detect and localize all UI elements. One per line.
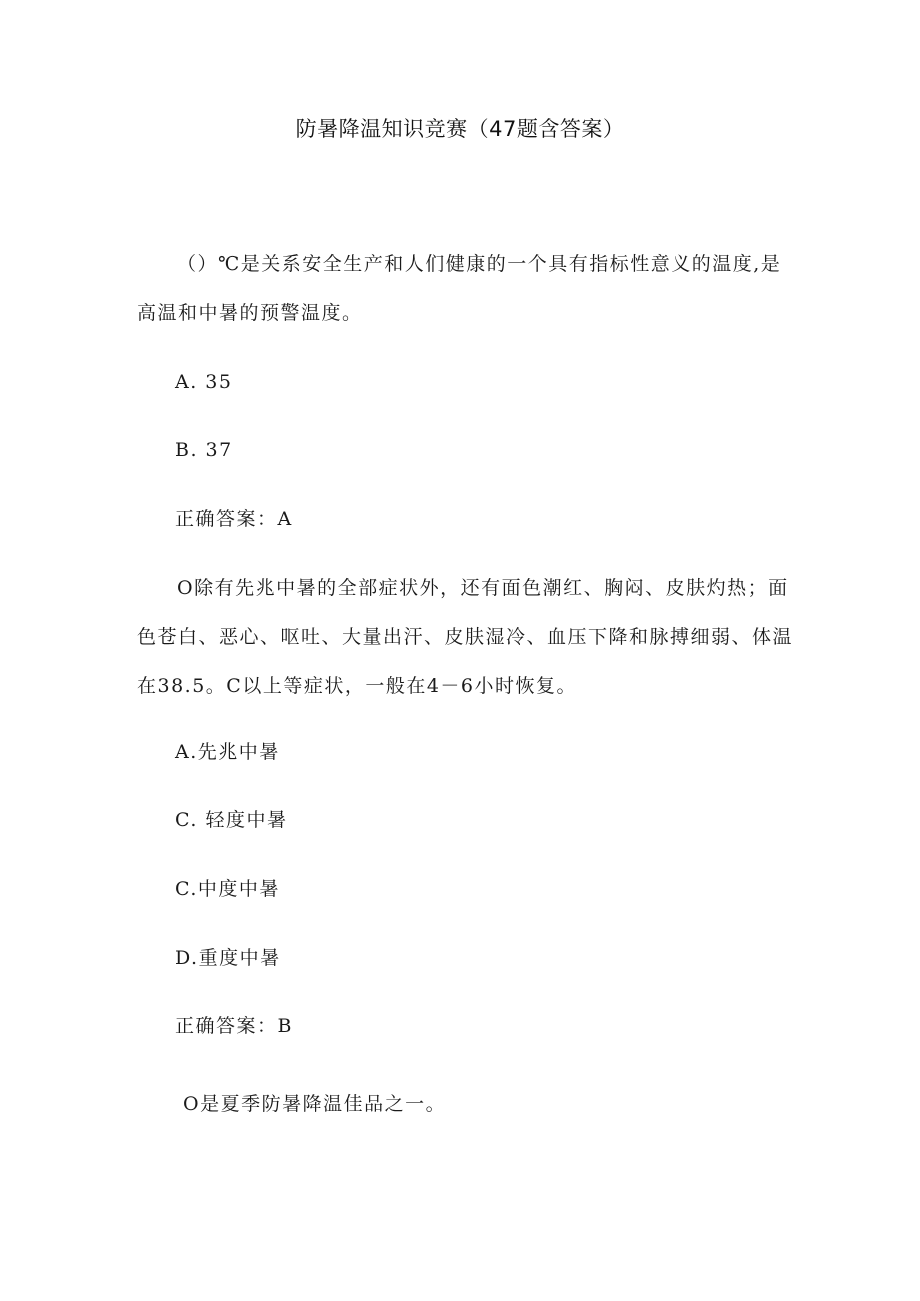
- question-stem-line: 高温和中暑的预警温度。: [137, 302, 363, 324]
- question-stem-line: 在38.5。C以上等症状，一般在4－6小时恢复。: [137, 675, 578, 697]
- question-1-stem: [137, 240, 797, 338]
- document-title: 防暑降温知识竞赛（47题含答案）: [295, 117, 625, 141]
- question-1-option-a: A. 35: [175, 371, 233, 393]
- question-3-stem: O是夏季防暑降温佳品之一。: [183, 1093, 447, 1115]
- question-stem-line: （）℃是关系安全生产和人们健康的一个具有指标性意义的温度,是: [177, 253, 782, 275]
- question-2-option-a: A.先兆中暑: [175, 741, 280, 763]
- question-1-answer: 正确答案：A: [175, 508, 293, 530]
- question-2-option-c: C.中度中暑: [175, 878, 280, 900]
- question-2-option-b: C. 轻度中暑: [175, 809, 288, 831]
- question-1-option-b: B. 37: [175, 439, 233, 461]
- question-stem-line: O除有先兆中暑的全部症状外，还有面色潮红、胸闷、皮肤灼热；面: [177, 577, 789, 599]
- question-2-stem: [137, 564, 797, 711]
- question-2-option-d: D.重度中暑: [175, 947, 281, 969]
- question-stem-line: 色苍白、恶心、呕吐、大量出汗、皮肤湿冷、血压下降和脉搏细弱、体温: [137, 626, 794, 648]
- question-2-answer: 正确答案：B: [175, 1015, 293, 1037]
